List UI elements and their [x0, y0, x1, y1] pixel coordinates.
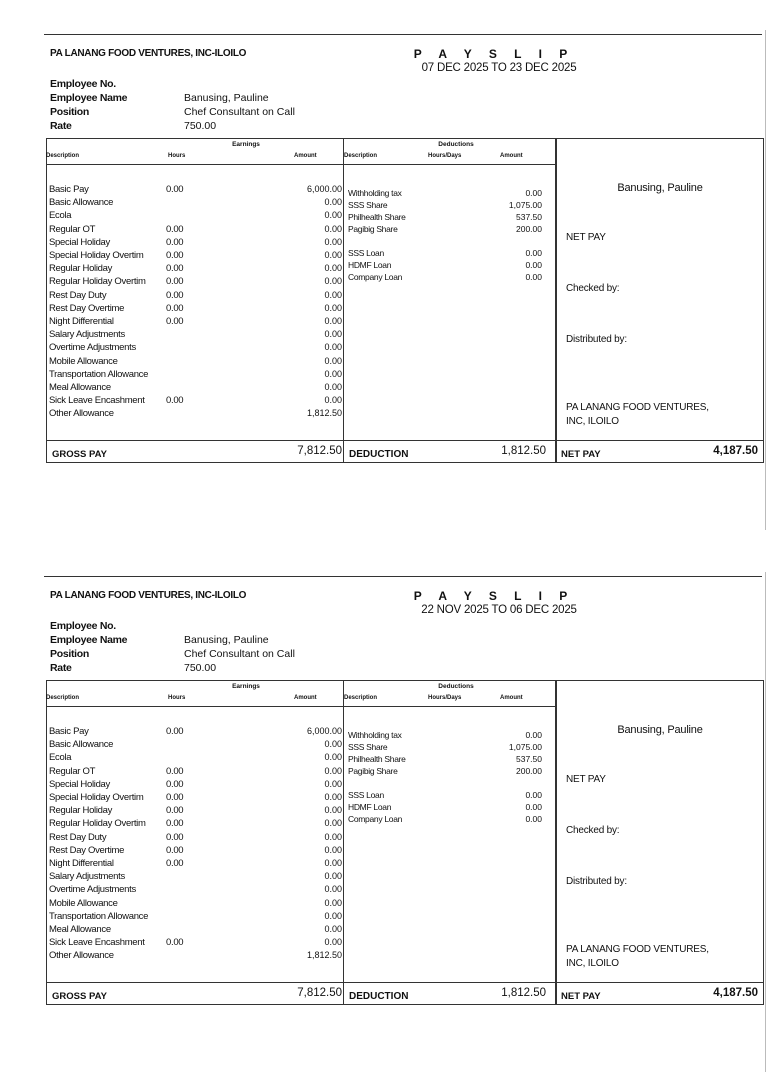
earning-amount: 0.00	[324, 778, 342, 789]
col-amount: Amount	[294, 695, 317, 701]
loan-desc: HDMF Loan	[348, 802, 392, 812]
earning-amount: 0.00	[324, 276, 342, 287]
earning-desc: Regular Holiday Overtim	[49, 276, 146, 288]
earning-amount: 0.00	[324, 355, 342, 366]
distributed-by: Distributed by:	[566, 334, 627, 345]
checked-by: Checked by:	[566, 283, 620, 294]
col-description: Description	[46, 153, 80, 159]
earning-hours: 0.00	[166, 184, 184, 195]
earning-desc: Ecola	[49, 752, 72, 764]
earning-amount: 0.00	[324, 871, 342, 882]
col-description: Description	[46, 695, 80, 701]
earning-desc: Transportation Allowance	[49, 368, 149, 380]
deduction-desc: Pagibig Share	[348, 224, 398, 234]
employee-rate-value: 750.00	[184, 120, 217, 132]
earning-desc: Sick Leave Encashment	[49, 937, 145, 949]
earning-amount: 0.00	[324, 792, 342, 802]
col-amount: Amount	[294, 153, 317, 159]
earning-amount: 0.00	[324, 910, 342, 921]
deduction-amount: 0.00	[525, 188, 542, 198]
pay-period: 07 DEC 2025 TO 23 DEC 2025	[421, 62, 577, 74]
deduction-desc: Philhealth Share	[348, 212, 406, 222]
deductions-box	[343, 680, 556, 1005]
deduction-amount: 200.00	[516, 224, 542, 234]
gross-pay-value: 7,812.50	[297, 987, 342, 999]
loan-amount: 0.00	[525, 814, 542, 824]
deduction-desc: Philhealth Share	[348, 754, 406, 764]
earning-desc: Transportation Allowance	[49, 910, 149, 922]
earning-desc: Other Allowance	[49, 408, 114, 420]
net-pay-value: 4,187.50	[713, 445, 758, 457]
payslip	[44, 576, 764, 1016]
earning-amount: 0.00	[324, 329, 342, 340]
loan-amount: 0.00	[525, 802, 542, 812]
earning-desc: Special Holiday	[49, 236, 110, 248]
footer-rule	[46, 440, 764, 441]
earning-desc: Other Allowance	[49, 950, 114, 962]
payslip-title: P A Y S L I P	[413, 47, 575, 61]
footer-rule	[46, 982, 764, 983]
side-company-line2: INC, ILOILO	[566, 416, 619, 427]
earning-amount: 0.00	[324, 739, 342, 750]
loan-amount: 0.00	[525, 790, 542, 800]
loan-desc: Company Loan	[348, 272, 403, 282]
earning-desc: Overtime Adjustments	[49, 884, 136, 896]
earning-amount: 0.00	[324, 844, 342, 855]
earning-hours: 0.00	[166, 726, 184, 737]
company-name: PA LANANG FOOD VENTURES, INC-ILOILO	[50, 48, 247, 59]
earning-hours: 0.00	[166, 302, 184, 314]
earning-hours: 0.00	[166, 289, 184, 301]
earning-desc: Regular Holiday Overtim	[49, 818, 146, 830]
side-company-line1: PA LANANG FOOD VENTURES,	[566, 402, 709, 413]
deduction-desc: SSS Share	[348, 200, 388, 210]
earning-amount: 0.00	[324, 395, 342, 406]
gross-pay-label: GROSS PAY	[52, 991, 107, 1002]
earning-amount: 0.00	[324, 316, 342, 326]
earning-desc: Rest Day Duty	[49, 831, 107, 843]
earning-desc: Meal Allowance	[49, 924, 111, 935]
earning-hours: 0.00	[166, 778, 184, 790]
earning-hours: 0.00	[166, 263, 184, 275]
employee-name-value: Banusing, Pauline	[184, 92, 269, 104]
side-company-line1: PA LANANG FOOD VENTURES,	[566, 944, 709, 955]
earning-hours: 0.00	[166, 250, 184, 261]
employee-no-label: Employee No.	[50, 78, 116, 90]
deductions-heading: Deductions	[438, 683, 474, 690]
company-name: PA LANANG FOOD VENTURES, INC-ILOILO	[50, 590, 247, 601]
earning-amount: 0.00	[324, 831, 342, 842]
employee-name-label: Employee Name	[50, 634, 128, 646]
col-hours: Hours	[168, 695, 186, 701]
employee-rate-value: 750.00	[184, 662, 217, 674]
earning-hours: 0.00	[166, 818, 184, 830]
loan-desc: HDMF Loan	[348, 260, 392, 270]
deduction-amount: 0.00	[525, 730, 542, 740]
earning-amount: 0.00	[324, 897, 342, 908]
employee-position-label: Position	[50, 106, 90, 118]
earning-hours: 0.00	[166, 792, 184, 803]
earning-desc: Night Differential	[49, 858, 114, 869]
earning-amount: 0.00	[324, 250, 342, 260]
net-pay-footer-label: NET PAY	[561, 991, 601, 1002]
earning-amount: 0.00	[324, 924, 342, 934]
payslip	[44, 34, 764, 474]
earning-amount: 0.00	[324, 197, 342, 208]
deduction-amount: 537.50	[516, 754, 542, 764]
earning-desc: Rest Day Overtime	[49, 844, 125, 856]
earning-hours: 0.00	[166, 831, 184, 843]
employee-no-label: Employee No.	[50, 620, 116, 632]
earning-desc: Regular OT	[49, 223, 96, 235]
deduction-desc: SSS Share	[348, 742, 388, 752]
loan-amount: 0.00	[525, 248, 542, 258]
earning-amount: 1,812.50	[306, 408, 342, 419]
earning-desc: Ecola	[49, 210, 72, 222]
col-ded-amount: Amount	[500, 153, 523, 159]
loan-desc: Company Loan	[348, 814, 403, 824]
deduction-desc: Withholding tax	[348, 730, 402, 740]
net-pay-footer-label: NET PAY	[561, 449, 601, 460]
col-hours-days: Hours/Days	[428, 153, 462, 159]
earning-amount: 0.00	[324, 752, 342, 763]
payslip-table	[46, 680, 764, 1005]
earning-desc: Special Holiday Overtim	[49, 792, 144, 803]
loan-desc: SSS Loan	[348, 248, 384, 258]
earning-desc: Salary Adjustments	[49, 871, 125, 883]
side-company-line2: INC, ILOILO	[566, 958, 619, 969]
deduction-desc: Pagibig Share	[348, 766, 398, 776]
earning-desc: Special Holiday	[49, 778, 110, 790]
earning-desc: Special Holiday Overtim	[49, 250, 144, 261]
loan-amount: 0.00	[525, 260, 542, 270]
gross-pay-value: 7,812.50	[297, 445, 342, 457]
earning-desc: Salary Adjustments	[49, 329, 125, 341]
deduction-desc: Withholding tax	[348, 188, 402, 198]
deduction-amount: 537.50	[516, 212, 542, 222]
col-ded-description: Description	[344, 695, 378, 701]
employee-name-label: Employee Name	[50, 92, 128, 104]
earning-amount: 0.00	[324, 884, 342, 895]
side-net-pay-label: NET PAY	[566, 774, 606, 785]
gross-pay-label: GROSS PAY	[52, 449, 107, 460]
earning-desc: Meal Allowance	[49, 382, 111, 393]
earning-hours: 0.00	[166, 765, 184, 777]
employee-name-value: Banusing, Pauline	[184, 634, 269, 646]
deduction-label: DEDUCTION	[349, 991, 409, 1002]
earning-amount: 0.00	[324, 937, 342, 948]
col-ded-description: Description	[344, 153, 378, 159]
earnings-heading: Earnings	[232, 141, 260, 148]
col-hours-days: Hours/Days	[428, 695, 462, 701]
earning-amount: 0.00	[324, 289, 342, 300]
employee-rate-label: Rate	[50, 120, 72, 132]
earning-amount: 6,000.00	[306, 726, 342, 736]
deduction-total: 1,812.50	[501, 445, 546, 457]
earning-amount: 0.00	[324, 805, 342, 816]
distributed-by: Distributed by:	[566, 876, 627, 887]
earning-desc: Regular OT	[49, 765, 96, 777]
top-rule	[44, 576, 762, 577]
earning-desc: Basic Pay	[49, 726, 89, 737]
earning-amount: 0.00	[324, 765, 342, 776]
earnings-heading: Earnings	[232, 683, 260, 690]
side-employee-name: Banusing, Pauline	[617, 724, 703, 736]
earning-hours: 0.00	[166, 937, 184, 949]
header-rule	[46, 706, 556, 707]
net-pay-value: 4,187.50	[713, 987, 758, 999]
earning-desc: Regular Holiday	[49, 263, 113, 275]
deduction-amount: 200.00	[516, 766, 542, 776]
deduction-label: DEDUCTION	[349, 449, 409, 460]
loan-desc: SSS Loan	[348, 790, 384, 800]
deduction-amount: 1,075.00	[508, 200, 542, 210]
earning-desc: Mobile Allowance	[49, 897, 118, 909]
earning-hours: 0.00	[166, 236, 184, 248]
page-edge	[765, 30, 766, 530]
employee-rate-label: Rate	[50, 662, 72, 674]
payslip-title: P A Y S L I P	[413, 589, 575, 603]
earning-amount: 0.00	[324, 223, 342, 234]
earning-amount: 0.00	[324, 302, 342, 313]
earning-amount: 1,812.50	[306, 950, 342, 961]
top-rule	[44, 34, 762, 35]
earning-amount: 6,000.00	[306, 184, 342, 194]
col-hours: Hours	[168, 153, 186, 159]
earning-hours: 0.00	[166, 395, 184, 407]
earning-desc: Night Differential	[49, 316, 114, 327]
earning-amount: 0.00	[324, 858, 342, 868]
earning-hours: 0.00	[166, 276, 184, 288]
earning-amount: 0.00	[324, 818, 342, 829]
earning-hours: 0.00	[166, 316, 184, 327]
col-ded-amount: Amount	[500, 695, 523, 701]
header-rule	[46, 164, 556, 165]
earning-amount: 0.00	[324, 342, 342, 353]
earning-desc: Overtime Adjustments	[49, 342, 136, 354]
earning-hours: 0.00	[166, 844, 184, 856]
earning-desc: Sick Leave Encashment	[49, 395, 145, 407]
page-edge	[765, 572, 766, 1072]
earning-desc: Basic Pay	[49, 184, 89, 195]
earning-amount: 0.00	[324, 263, 342, 274]
earning-amount: 0.00	[324, 210, 342, 221]
earning-desc: Basic Allowance	[49, 739, 114, 751]
employee-position-label: Position	[50, 648, 90, 660]
employee-position-value: Chef Consultant on Call	[184, 648, 295, 660]
earning-amount: 0.00	[324, 368, 342, 379]
earning-desc: Rest Day Overtime	[49, 302, 125, 314]
earning-hours: 0.00	[166, 858, 184, 869]
earning-desc: Rest Day Duty	[49, 289, 107, 301]
loan-amount: 0.00	[525, 272, 542, 282]
earning-hours: 0.00	[166, 805, 184, 817]
earning-desc: Mobile Allowance	[49, 355, 118, 367]
side-employee-name: Banusing, Pauline	[617, 182, 703, 194]
side-net-pay-label: NET PAY	[566, 232, 606, 243]
deductions-box	[343, 138, 556, 463]
employee-position-value: Chef Consultant on Call	[184, 106, 295, 118]
pay-period: 22 NOV 2025 TO 06 DEC 2025	[421, 604, 577, 616]
deduction-amount: 1,075.00	[508, 742, 542, 752]
checked-by: Checked by:	[566, 825, 620, 836]
earning-desc: Regular Holiday	[49, 805, 113, 817]
earning-amount: 0.00	[324, 382, 342, 392]
payslip-table	[46, 138, 764, 463]
earning-amount: 0.00	[324, 236, 342, 247]
earning-desc: Basic Allowance	[49, 197, 114, 209]
deductions-heading: Deductions	[438, 141, 474, 148]
deduction-total: 1,812.50	[501, 987, 546, 999]
earning-hours: 0.00	[166, 223, 184, 235]
